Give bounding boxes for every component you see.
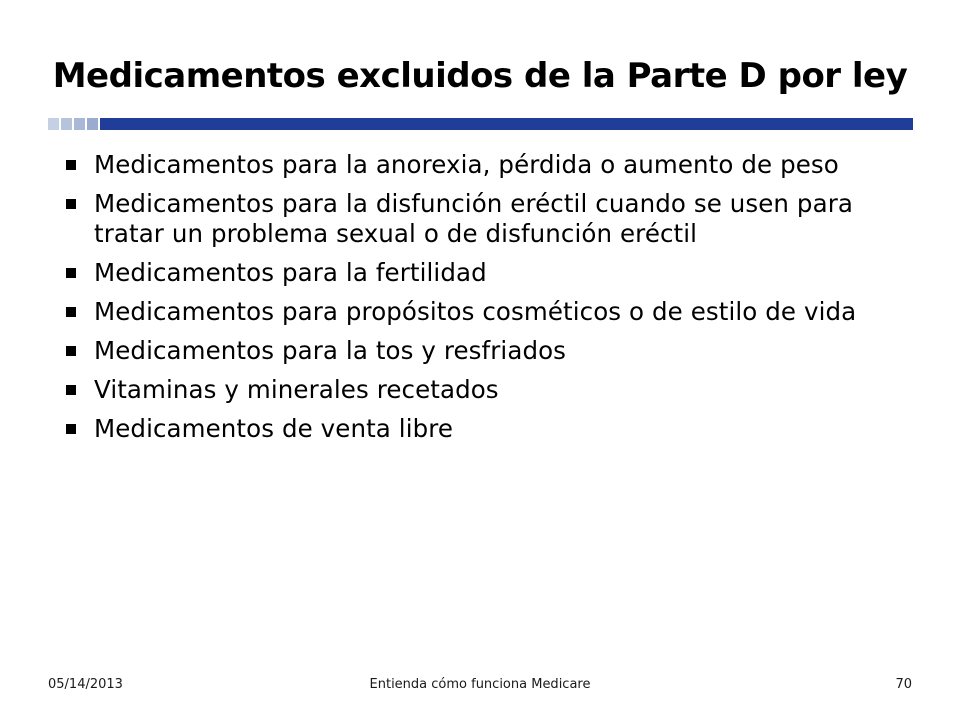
title-bar-segment [74, 118, 85, 130]
title-underline-bar [48, 118, 913, 130]
bullet-text: Medicamentos para la disfunción eréctil cuando se usen para tratar un problema sexual o de disfunción eréctil [94, 189, 853, 248]
bullet-text: Medicamentos de venta libre [94, 414, 454, 443]
square-bullet-icon [66, 268, 76, 278]
bullet-item [64, 189, 924, 249]
slide-title: Medicamentos excluidos de la Parte D por ley [52, 56, 908, 96]
bullet-text: Medicamentos para la fertilidad [94, 258, 487, 287]
bullet-text: Vitaminas y minerales recetados [94, 375, 499, 404]
bullet-list [64, 150, 924, 453]
square-bullet-icon [66, 160, 76, 170]
title-bar-segment [87, 118, 98, 130]
title-bar-main [100, 118, 913, 130]
bullet-text: Medicamentos para propósitos cosméticos o de estilo de vida [94, 297, 857, 326]
square-bullet-icon [66, 424, 76, 434]
bullet-text: Medicamentos para la tos y resfriados [94, 336, 567, 365]
bullet-item [64, 414, 924, 444]
bullet-item [64, 336, 924, 366]
bullet-text: Medicamentos para la anorexia, pérdida o aumento de peso [94, 150, 839, 179]
bullet-item [64, 297, 924, 327]
page-number: 70 [895, 677, 912, 692]
bullet-item [64, 375, 924, 405]
square-bullet-icon [66, 385, 76, 395]
footer-title: Entienda cómo funciona Medicare [369, 677, 591, 692]
title-bar-segment [48, 118, 59, 130]
square-bullet-icon [66, 346, 76, 356]
bullet-item [64, 258, 924, 288]
square-bullet-icon [66, 199, 76, 209]
bullet-item [64, 150, 924, 180]
title-bar-segment [61, 118, 72, 130]
footer-date: 05/14/2013 [48, 677, 123, 692]
square-bullet-icon [66, 307, 76, 317]
